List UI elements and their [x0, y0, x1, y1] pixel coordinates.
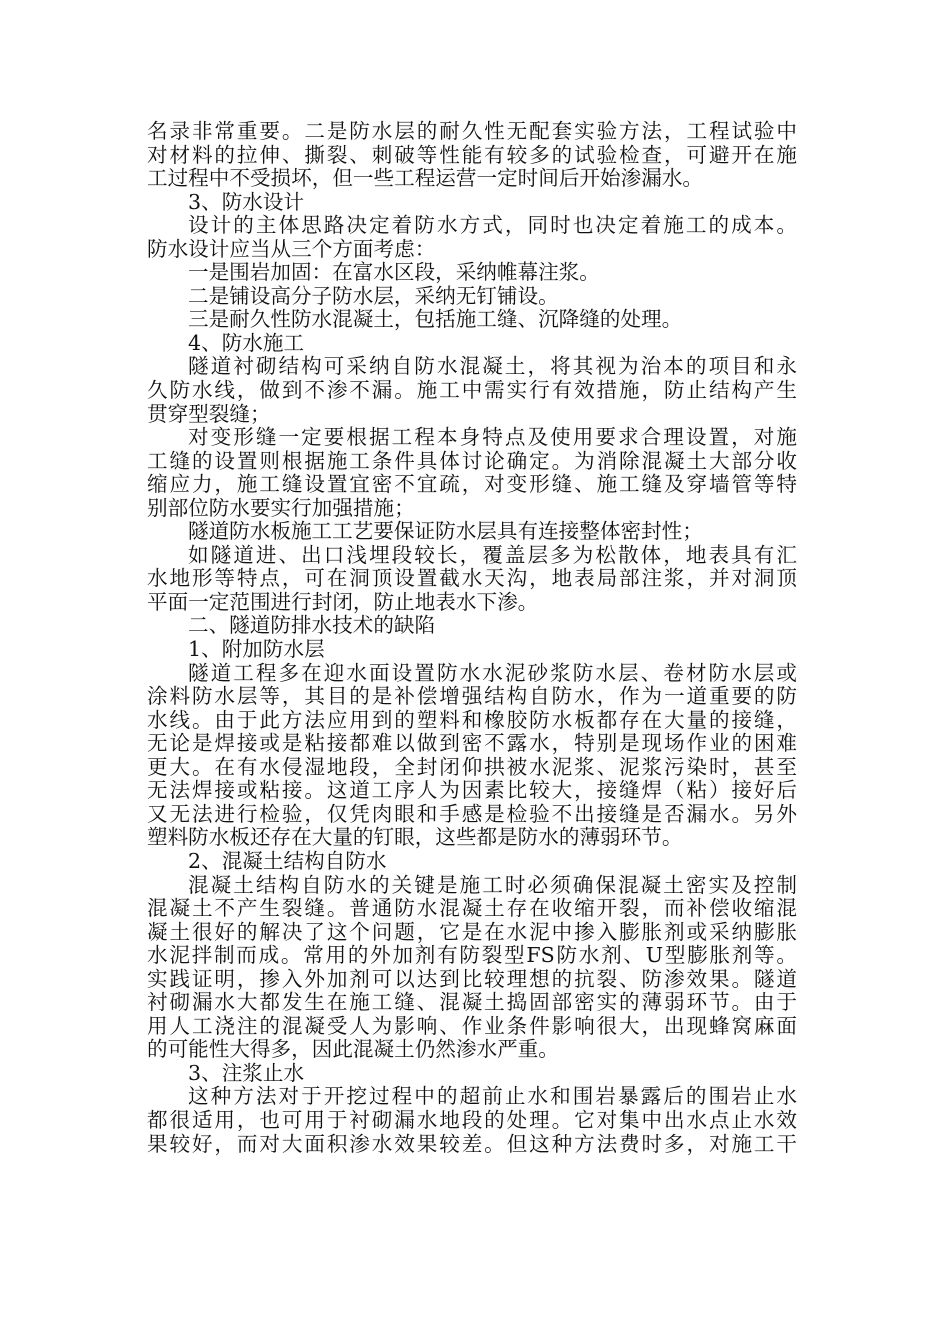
text-line: 隧道工程多在迎水面设置防水水泥砂浆防水层、卷材防水层或 — [188, 660, 797, 685]
text-line: 隧道防水板施工工艺要保证防水层具有连接整体密封性； — [188, 519, 703, 544]
text-line: 用人工浇注的混凝受人为影响、作业条件影响很大，出现蜂窝麻面 — [147, 1013, 797, 1038]
text-line: 隧道衬砌结构可采纳自防水混凝土，将其视为治本的项目和永 — [188, 354, 797, 379]
text-line: 更大。在有水侵湿地段，全封闭仰拱被水泥浆、泥浆污染时，甚至 — [147, 754, 797, 779]
text-line: 无法焊接或粘接。这道工序人为因素比较大，接缝焊（粘）接好后 — [147, 778, 797, 803]
text-line: 混凝土结构自防水的关键是施工时必须确保混凝土密实及控制 — [188, 872, 797, 897]
text-line: 无论是焊接或是粘接都难以做到密不露水，特别是现场作业的困难 — [147, 731, 797, 756]
text-line: 凝土很好的解决了这个问题，它是在水泥中掺入膨胀剂或采纳膨胀 — [147, 919, 797, 944]
text-line: 衬砌漏水大都发生在施工缝、混凝土捣固部密实的薄弱环节。由于 — [147, 990, 797, 1015]
text-line: 3、注浆止水 — [188, 1060, 305, 1085]
text-line: 工缝的设置则根据施工条件具体讨论确定。为消除混凝土大部分收 — [147, 448, 797, 473]
text-line: 水泥拌制而成。常用的外加剂有防裂型FS防水剂、U型膨胀剂等。 — [147, 943, 797, 968]
text-line: 混凝土不产生裂缝。普通防水混凝土存在收缩开裂，而补偿收缩混 — [147, 896, 797, 921]
text-line: 平面一定范围进行封闭，防止地表水下渗。 — [147, 589, 539, 614]
text-line: 三是耐久性防水混凝土，包括施工缝、沉降缝的处理。 — [188, 307, 683, 332]
text-line: 如隧道进、出口浅埋段较长，覆盖层多为松散体，地表具有汇 — [188, 542, 797, 567]
text-line: 塑料防水板还存在大量的钉眼，这些都是防水的薄弱环节。 — [147, 825, 683, 850]
text-line: 涂料防水层等，其目的是补偿增强结构自防水，作为一道重要的防 — [147, 684, 797, 709]
text-line: 对材料的拉伸、撕裂、刺破等性能有较多的试验检查，可避开在施 — [147, 142, 797, 167]
document-page — [147, 120, 797, 1156]
text-line: 对变形缝一定要根据工程本身特点及使用要求合理设置，对施 — [188, 425, 797, 450]
text-line: 2、混凝土结构自防水 — [188, 848, 387, 873]
text-line: 设计的主体思路决定着防水方式，同时也决定着施工的成本。 — [188, 213, 797, 238]
text-line: 实践证明，掺入外加剂可以达到比较理想的抗裂、防渗效果。隧道 — [147, 966, 797, 991]
text-line: 别部位防水要实行加强措施； — [147, 495, 415, 520]
text-line: 二是铺设高分子防水层，采纳无钉铺设。 — [188, 283, 559, 308]
text-line: 缩应力，施工缝设置宜密不宜疏，对变形缝、施工缝及穿墙管等特 — [147, 472, 797, 497]
text-line: 的可能性大得多，因此混凝土仍然渗水严重。 — [147, 1037, 559, 1062]
text-line: 水线。由于此方法应用到的塑料和橡胶防水板都存在大量的接缝， — [147, 707, 797, 732]
text-line: 水地形等特点，可在洞顶设置截水天沟，地表局部注浆，并对洞顶 — [147, 566, 797, 591]
text-line: 又无法进行检验，仅凭肉眼和手感是检验不出接缝是否漏水。另外 — [147, 801, 797, 826]
text-line: 贯穿型裂缝； — [147, 401, 271, 426]
text-line: 这种方法对于开挖过程中的超前止水和围岩暴露后的围岩止水 — [188, 1084, 797, 1109]
text-line: 3、防水设计 — [188, 189, 305, 214]
text-line: 名录非常重要。二是防水层的耐久性无配套实验方法，工程试验中 — [147, 119, 797, 143]
text-line: 4、防水施工 — [188, 330, 305, 355]
text-line: 久防水线，做到不渗不漏。施工中需实行有效措施，防止结构产生 — [147, 378, 797, 403]
text-line: 果较好，而对大面积渗水效果较差。但这种方法费时多，对施工干 — [147, 1131, 797, 1156]
text-line: 一是围岩加固：在富水区段，采纳帷幕注浆。 — [188, 260, 600, 285]
text-line: 工过程中不受损坏，但一些工程运营一定时间后开始渗漏水。 — [147, 166, 704, 191]
text-line: 1、附加防水层 — [188, 637, 325, 662]
text-line: 都很适用，也可用于衬砌漏水地段的处理。它对集中出水点止水效 — [147, 1107, 797, 1132]
text-line: 防水设计应当从三个方面考虑： — [147, 236, 436, 261]
text-line: 二、隧道防排水技术的缺陷 — [188, 613, 436, 638]
